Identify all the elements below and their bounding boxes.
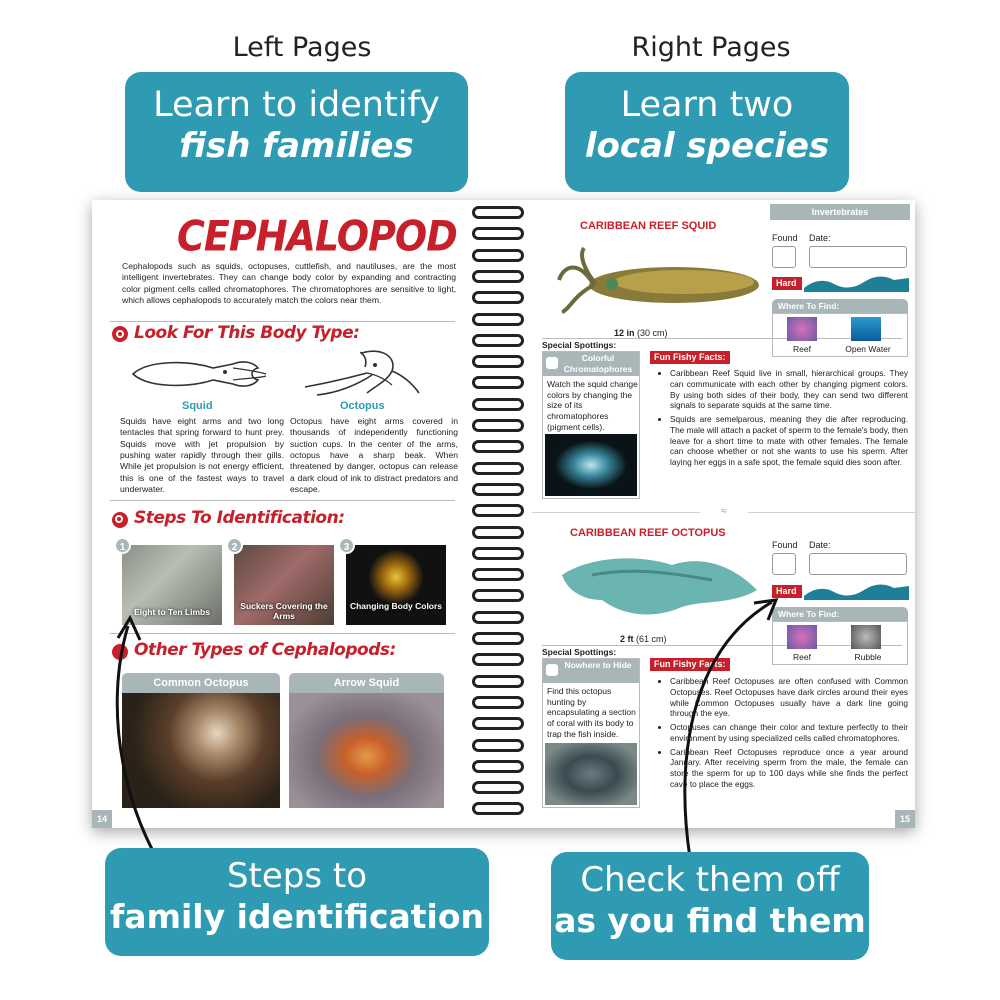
badge-line1: Learn to identify (153, 85, 440, 125)
octopus-description: Octopus have eight arms covered in thousands of independently functioning suction cups. In the center of the arms, octopus have a sharp beak. When threatened by danger, octopus can release a dark cloud of ink to distract predators and escape. (290, 416, 458, 495)
difficulty-tag: Hard (772, 277, 802, 290)
squid-label: Squid (182, 400, 213, 412)
step-label: Suckers Covering the Arms (240, 601, 328, 621)
size-bold: 2 ft (620, 634, 634, 644)
fun-facts-label: Fun Fishy Facts: (650, 351, 730, 364)
size-bold: 12 in (614, 328, 635, 338)
special-text: Watch the squid change colors by changing the size of its chromatophores (pigment cells). (547, 379, 638, 432)
habitat-label: Open Water (845, 344, 891, 354)
step-number-badge: 2 (226, 537, 243, 554)
species-name: CARIBBEAN REEF SQUID (580, 220, 717, 232)
page-number-right: 15 (895, 810, 915, 828)
page-number-left: 14 (92, 810, 112, 828)
fun-fact: • Caribbean Reef Octopuses are often confused with Common Octopuses. Reef Octopuses have dark circles around their eyes while Common Octopuses usually have a dark line going through the eye. (670, 676, 908, 719)
habitat-label: Reef (793, 344, 811, 354)
badge-line1: Check them off (580, 860, 840, 900)
step-label: Eight to Ten Limbs (134, 607, 210, 617)
badge-line1: Steps to (226, 856, 368, 896)
size-rest: (61 cm) (633, 634, 667, 644)
badge-line2: as you find them (554, 900, 866, 940)
step-number-badge: 1 (114, 537, 131, 554)
step-label: Changing Body Colors (349, 601, 443, 611)
intro-text: Cephalopods such as squids, octopuses, cuttlefish, and nautiluses, are the most intelligent invertebrates. They can change body color by expanding and contracting color pigment cells called chromatophores. The chromatophores are sensitive to light, which allows cephalopods to accurately match the colors near them. (122, 261, 456, 306)
other-heading-a: Other Types of (134, 640, 267, 660)
look-heading: Look For This Body Type: (134, 323, 360, 343)
badge-steps-identification (105, 848, 489, 956)
left-pages-caption: Left Pages (232, 32, 372, 63)
octopus-label: Octopus (340, 400, 385, 412)
squid-description: Squids have eight arms and two long tentacles that spring forward to hunt prey. Squids move with jet propulsion by pushing water rapidly through their gills. While jet propulsion is not energy efficient, this is one of the fastest ways to travel underwater. (120, 416, 284, 495)
size-rest: (30 cm) (634, 328, 668, 338)
steps-heading-b: Identification: (216, 508, 345, 528)
fun-fact: • Octopuses can change their color and texture perfectly to their environment by using specialized cells called chromatophores. (670, 722, 908, 744)
habitat-label: Rubble (854, 652, 882, 662)
step-number-badge: 3 (338, 537, 355, 554)
fun-fact: • Caribbean Reef Squid live in small, hierarchical groups. They can communicate with each other by changing pigment colors. By using both sides of their body, they can send two different signals to separate squids at the same time. (670, 368, 908, 411)
other-type-label: Arrow Squid (289, 673, 444, 693)
fish-divider-icon: ≈ (700, 506, 748, 518)
badge-line2: local species (584, 126, 830, 166)
fun-fact: • Squids are semelparous, meaning they die after reproducing. The male will attach a packet of sperm to the female's body, then leave for a short time to mate with other females. The female can choose whether or not she wants to use his sperm. After laying her eggs in a safe spot, the female squid dies soon after. (670, 414, 908, 468)
special-text: Find this octopus hunting by encapsulating a section of coral with its body to trap the fish inside. (547, 686, 636, 739)
other-heading-b: Cephalopods: (271, 640, 396, 660)
badge-check-off (551, 852, 869, 960)
other-type-label: Common Octopus (122, 673, 280, 693)
right-pages-caption: Right Pages (631, 32, 791, 63)
badge-line1: Learn two (620, 85, 794, 125)
badge-line2: family identification (109, 896, 485, 936)
special-spottings-label: Special Spottings: (542, 647, 617, 657)
where-to-find-header: Where To Find: (772, 607, 908, 621)
difficulty-tag: Hard (772, 585, 802, 598)
fun-facts-label: Fun Fishy Facts: (650, 658, 730, 671)
category-tab: Invertebrates (770, 204, 910, 220)
habitat-label: Reef (793, 652, 811, 662)
badge-line2: fish families (179, 126, 414, 166)
special-spottings-label: Special Spottings: (542, 340, 617, 350)
found-label: Found (772, 540, 798, 550)
species-name: CARIBBEAN REEF OCTOPUS (570, 527, 726, 539)
page-title: CEPHALOPOD (177, 211, 457, 261)
found-label: Found (772, 233, 798, 243)
date-label: Date: (809, 540, 831, 550)
special-title: Nowhere to Hide (543, 659, 639, 683)
special-title: Colorful Chromatophores (543, 352, 639, 376)
date-label: Date: (809, 233, 831, 243)
where-to-find-header: Where To Find: (772, 299, 908, 313)
fun-fact: • Caribbean Reef Octopuses reproduce once a year around January. After receiving sperm from the male, the female can store the sperm for up to 100 days while she finds the perfect cave to place the eggs. (670, 747, 908, 790)
steps-heading-a: Steps To (134, 508, 212, 528)
